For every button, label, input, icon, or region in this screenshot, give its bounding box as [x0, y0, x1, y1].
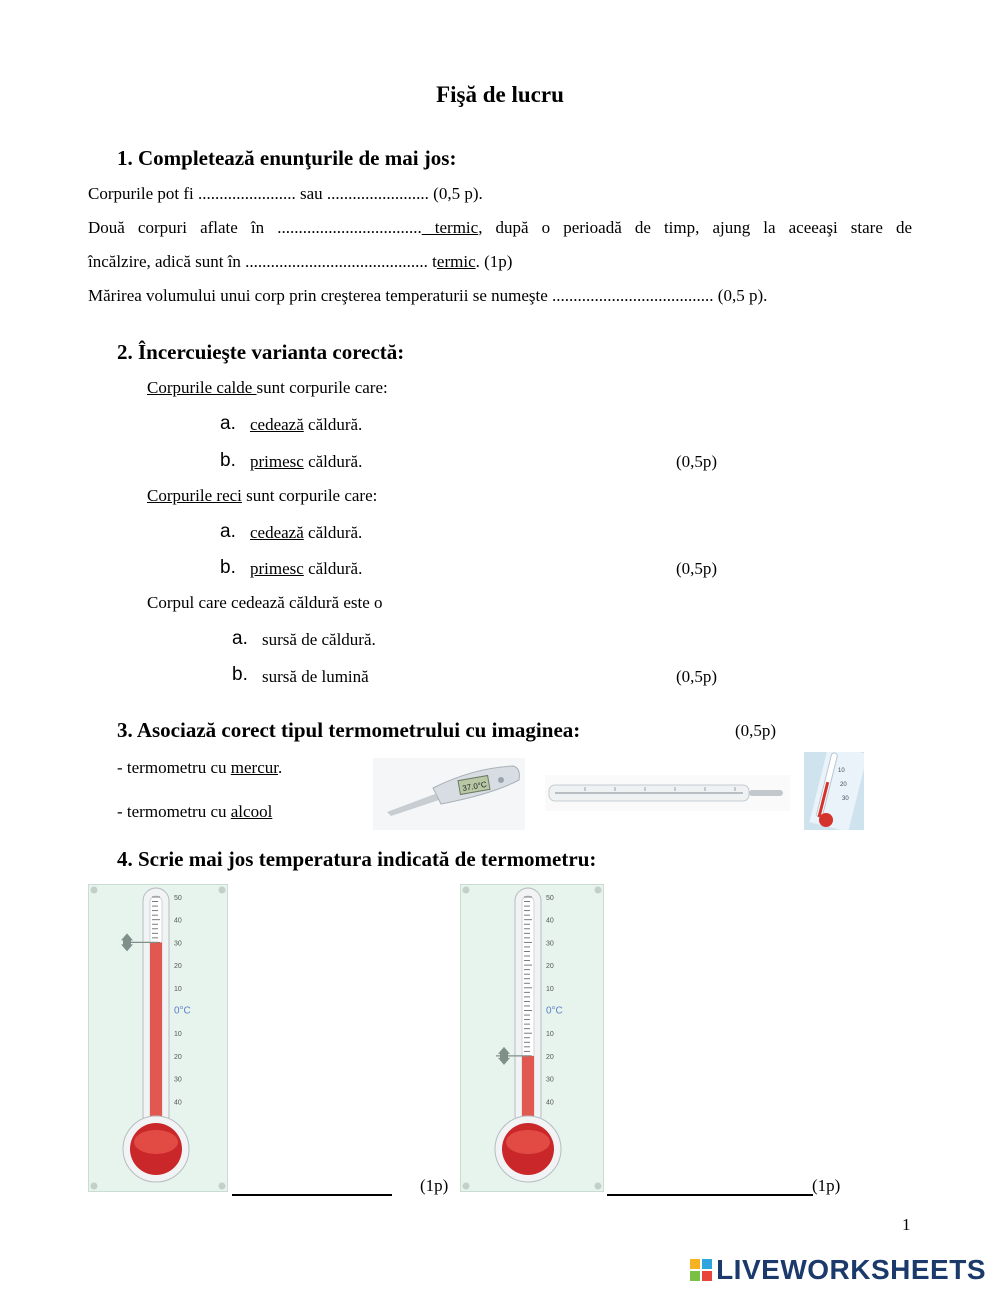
digital-thermometer-image[interactable] [373, 758, 525, 830]
digital-display-text: 37.0°C [461, 779, 488, 793]
q1-line-2: Două corpuri aflate în .................................. termic, după o perioadă de timp, ajung la aceeaşi stare de [88, 218, 912, 237]
q2-b3-option-a[interactable]: sursă de căldură. [262, 630, 376, 649]
q2-b1-option-b[interactable]: primesc căldură. [250, 452, 363, 471]
scale-thermometer-1 [88, 884, 228, 1192]
scale-label: 20 [546, 1053, 554, 1061]
question-2-heading: 2. Încercuieşte varianta corectă: [117, 340, 405, 364]
scale-label: 40 [174, 917, 182, 925]
q2-b3-option-b-letter[interactable]: b. [232, 664, 248, 685]
page-number: 1 [902, 1215, 911, 1234]
q2-b2-option-b[interactable]: primesc căldură. [250, 559, 363, 578]
scale-label: 30 [174, 1076, 182, 1084]
answer-line-2[interactable] [607, 1194, 813, 1196]
question-3-heading: 3. Asociază corect tipul termometrului cu imaginea: [117, 718, 581, 742]
logo-text: LIVEWORKSHEETS [716, 1254, 986, 1285]
q2-b2-option-a[interactable]: cedează căldură. [250, 523, 363, 542]
q2-b3-option-a-letter[interactable]: a. [232, 628, 248, 649]
q2-b1-option-b-letter[interactable]: b. [220, 450, 236, 471]
q2-block-3-prompt: Corpul care cedează căldură este o [147, 593, 383, 612]
thermometer-1-fill [150, 942, 162, 1128]
scale-label: 40 [546, 1099, 554, 1107]
scale-label: 30 [546, 1076, 554, 1084]
q2-b1-option-a[interactable]: cedează căldură. [250, 415, 363, 434]
scale-label: 10 [174, 1031, 182, 1039]
q3-points: (0,5p) [735, 721, 777, 740]
scale-label: 10 [546, 985, 554, 993]
q2-b1-option-a-letter[interactable]: a. [220, 413, 236, 434]
scale-label: 10 [546, 1031, 554, 1039]
answer-line-1[interactable] [232, 1194, 392, 1196]
svg-text:10: 10 [838, 768, 845, 774]
liveworksheets-logo[interactable] [690, 1254, 986, 1286]
scale-label: 20 [174, 963, 182, 971]
scale-label: 40 [174, 1099, 182, 1107]
alcohol-thermometer-image[interactable] [804, 752, 864, 830]
scale-label: 30 [174, 940, 182, 948]
page-title: Fişă de lucru [436, 82, 564, 107]
logo-icon [690, 1259, 712, 1281]
q2-b2-option-b-letter[interactable]: b. [220, 557, 236, 578]
scale-label: 50 [174, 895, 182, 902]
scale-label: 20 [174, 1053, 182, 1061]
scale-label: 0°C [546, 1005, 563, 1017]
q4-points-1: (1p) [420, 1176, 449, 1195]
scale-label: 20 [546, 963, 554, 971]
q3-item-mercury[interactable]: - termometru cu mercur. [117, 758, 283, 777]
q3-item-alcohol[interactable]: - termometru cu alcool [117, 802, 273, 821]
scale-thermometer-2 [460, 884, 604, 1192]
q1-line-3: încălzire, adică sunt în ........................................... termic. (1p) [88, 252, 513, 271]
mercury-thermometer-image[interactable] [545, 775, 790, 811]
q2-block-2-prompt: Corpurile reci sunt corpurile care: [147, 486, 378, 505]
scale-label: 30 [546, 940, 554, 948]
q2-b2-option-a-letter[interactable]: a. [220, 521, 236, 542]
q2-b3-option-b[interactable]: sursă de lumină [262, 667, 369, 686]
scale-label: 50 [546, 895, 554, 902]
q2-block-1-prompt: Corpurile calde sunt corpurile care: [147, 378, 388, 397]
svg-text:20: 20 [840, 782, 847, 788]
scale-label: 0°C [174, 1005, 191, 1017]
question-4-heading: 4. Scrie mai jos temperatura indicată de termometru: [117, 847, 597, 871]
q1-line-1: Corpurile pot fi ....................... sau ........................ (0,5 p). [88, 184, 483, 203]
question-1-heading: 1. Completează enunţurile de mai jos: [117, 146, 457, 170]
scale-label: 40 [546, 917, 554, 925]
q2-b2-points: (0,5p) [676, 559, 718, 578]
q2-b3-points: (0,5p) [676, 667, 718, 686]
q2-b1-points: (0,5p) [676, 452, 718, 471]
svg-text:30: 30 [842, 796, 849, 802]
scale-label: 10 [174, 985, 182, 993]
q4-points-2: (1p) [812, 1176, 841, 1195]
q1-line-4: Mărirea volumului unui corp prin creşterea temperaturii se numeşte ...................................... (0,5 p). [88, 286, 768, 305]
